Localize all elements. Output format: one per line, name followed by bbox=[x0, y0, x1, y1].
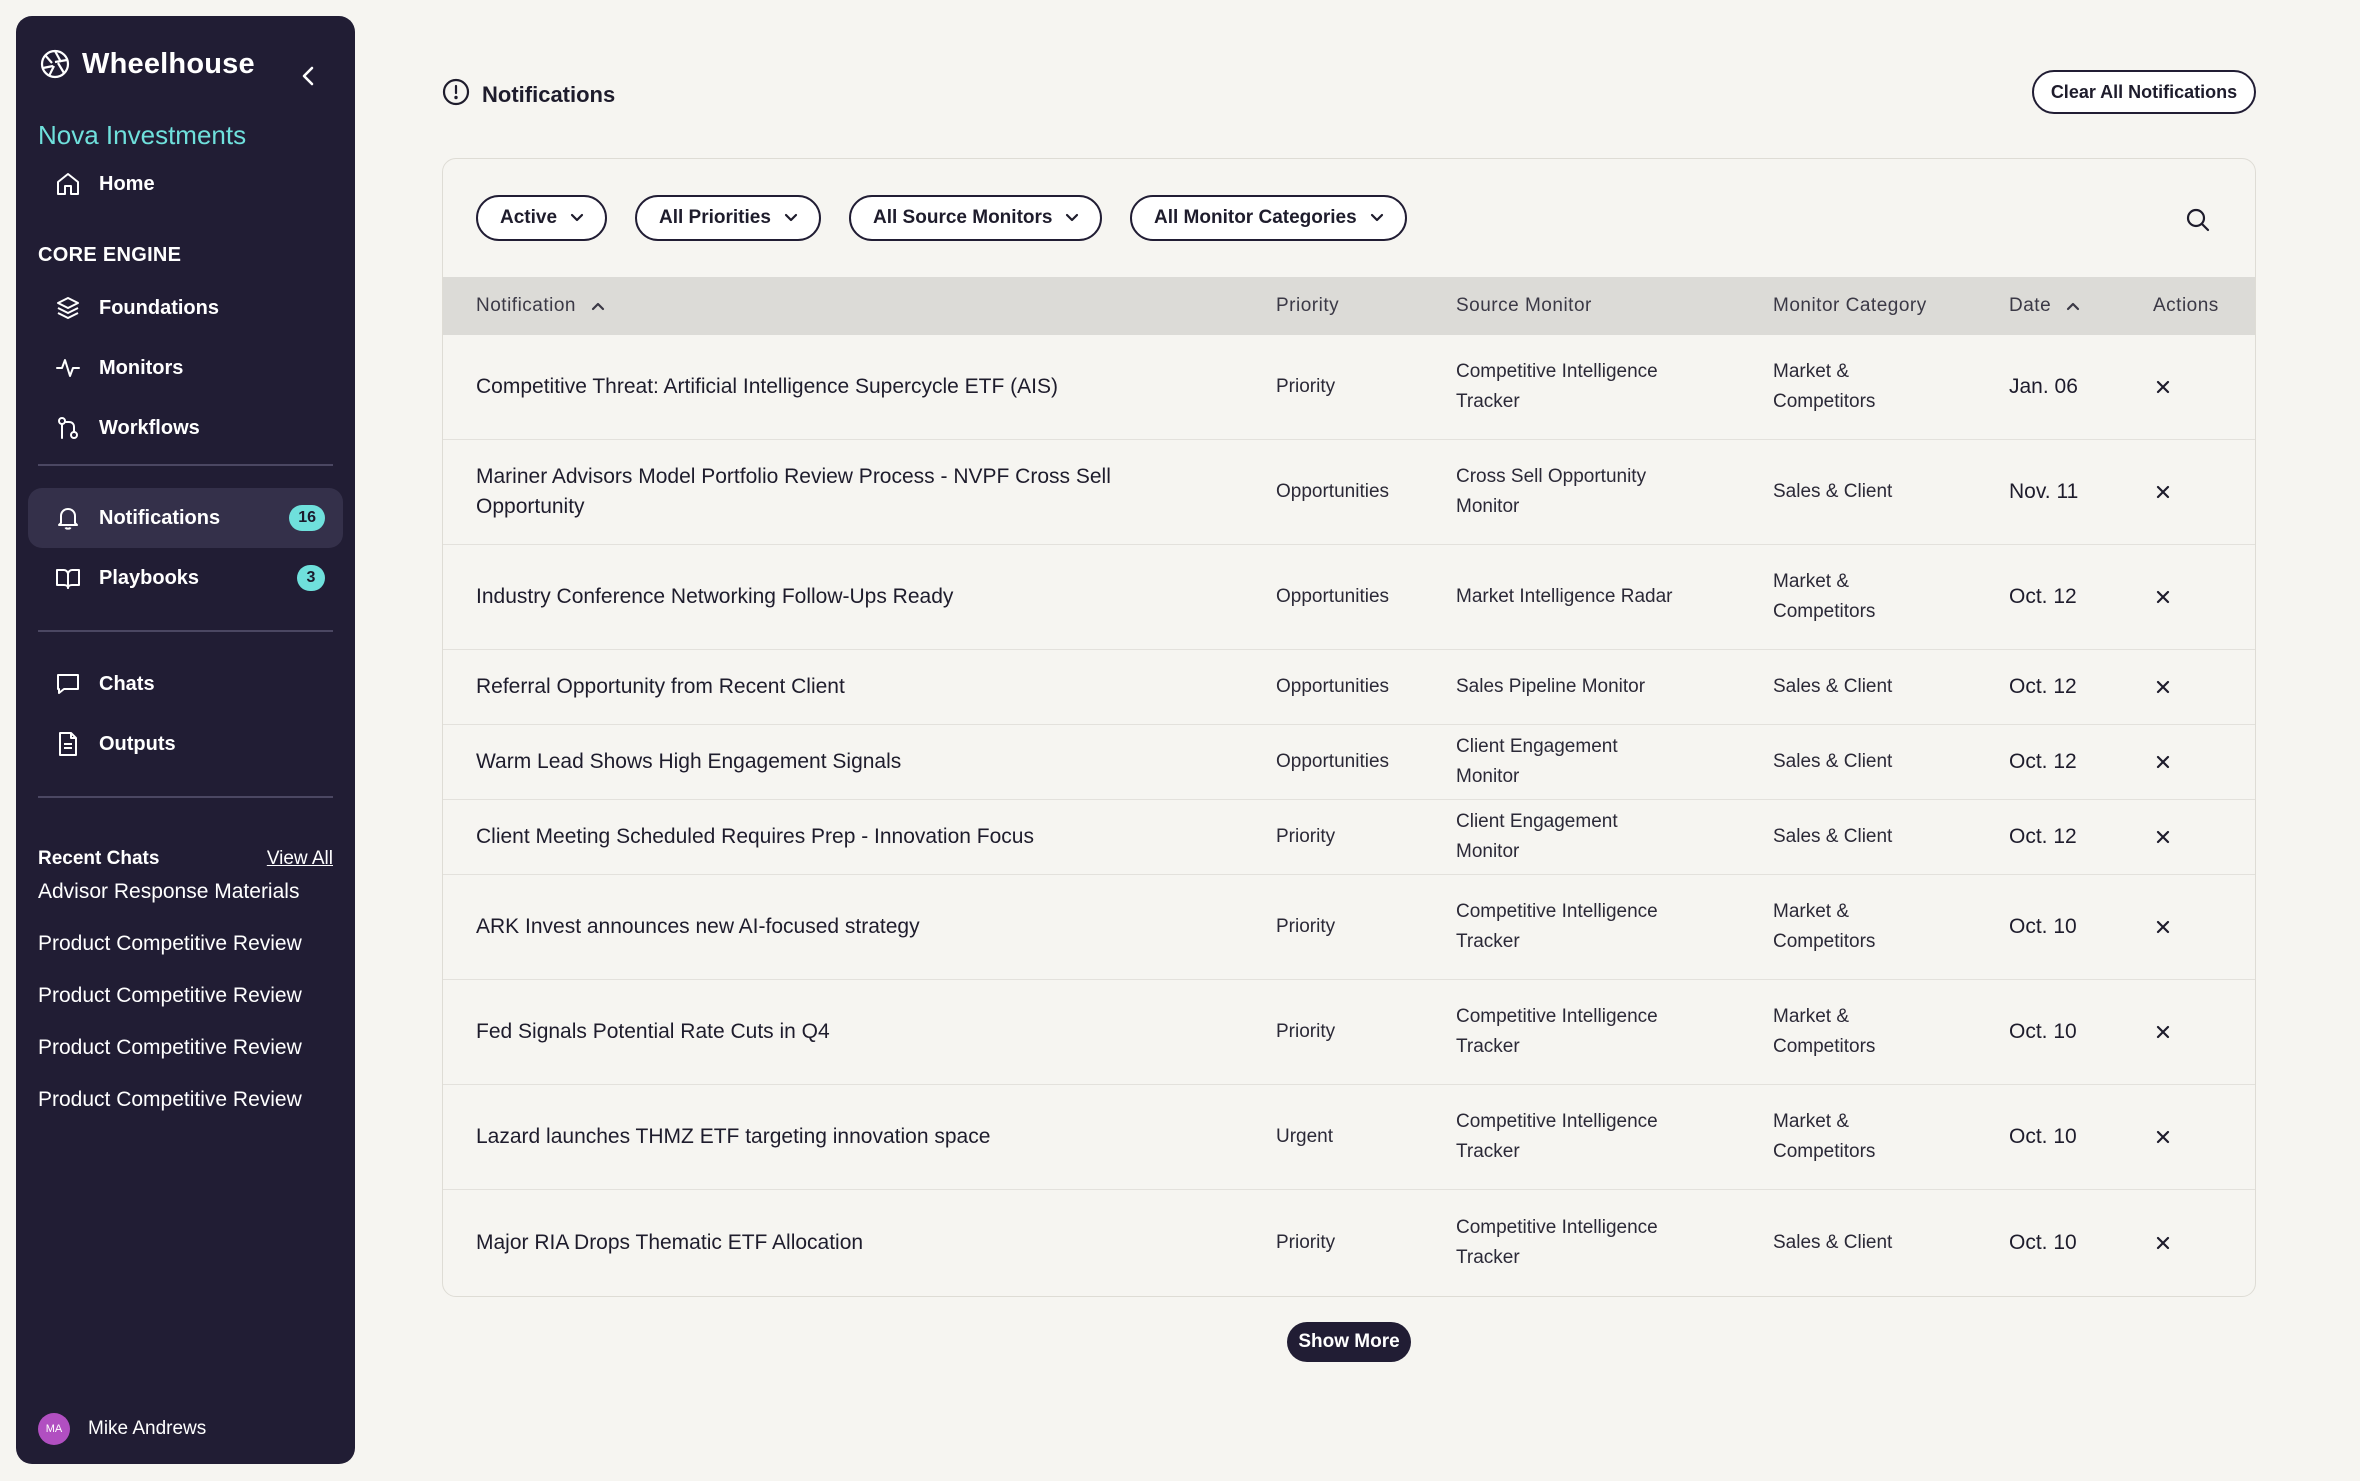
monitor-category-cell: Market & Competitors bbox=[1773, 901, 1876, 952]
sidebar-item-label: Foundations bbox=[99, 296, 219, 319]
column-label: Actions bbox=[2153, 295, 2219, 316]
avatar: MA bbox=[38, 1413, 70, 1445]
column-label: Notification bbox=[476, 295, 576, 316]
sidebar-item-home[interactable] bbox=[28, 154, 343, 214]
workflow-icon bbox=[54, 414, 82, 442]
dismiss-button[interactable] bbox=[2150, 1190, 2176, 1295]
dismiss-button[interactable] bbox=[2150, 650, 2176, 724]
close-icon bbox=[2155, 1235, 2171, 1251]
table-header bbox=[443, 277, 2255, 335]
column-header-source-monitor bbox=[1456, 277, 1592, 335]
notification-title[interactable]: ARK Invest announces new AI-focused strategy bbox=[476, 915, 920, 938]
monitor-category-cell: Sales & Client bbox=[1773, 481, 1893, 502]
sidebar-divider bbox=[38, 464, 333, 466]
monitor-category-cell: Sales & Client bbox=[1773, 751, 1893, 772]
brand-name: Wheelhouse bbox=[82, 47, 255, 80]
dismiss-button[interactable] bbox=[2150, 800, 2176, 874]
section-label-core-engine: CORE ENGINE bbox=[38, 244, 182, 266]
show-more-button[interactable]: Show More bbox=[1287, 1322, 1411, 1362]
book-open-icon bbox=[54, 564, 82, 592]
monitor-category-cell: Market & Competitors bbox=[1773, 1111, 1876, 1162]
dismiss-button[interactable] bbox=[2150, 335, 2176, 439]
activity-icon bbox=[54, 354, 82, 382]
filter-label: All Monitor Categories bbox=[1154, 207, 1357, 228]
home-icon bbox=[54, 170, 82, 198]
org-name: Nova Investments bbox=[38, 120, 247, 150]
search-button[interactable] bbox=[2183, 205, 2213, 235]
sidebar-item-playbooks[interactable] bbox=[28, 548, 343, 608]
document-icon bbox=[54, 730, 82, 758]
sidebar-divider bbox=[38, 630, 333, 632]
collapse-sidebar-button[interactable] bbox=[292, 60, 324, 92]
search-icon bbox=[2185, 207, 2211, 233]
close-icon bbox=[2155, 679, 2171, 695]
chevron-down-icon bbox=[1369, 212, 1385, 224]
column-label: Source Monitor bbox=[1456, 295, 1592, 316]
sidebar-item-label: Playbooks bbox=[99, 566, 200, 589]
source-monitor-filter-dropdown[interactable] bbox=[849, 195, 1102, 241]
sidebar-item-foundations[interactable] bbox=[28, 278, 343, 338]
date-cell: Oct. 10 bbox=[2009, 1125, 2077, 1148]
table-row[interactable] bbox=[443, 545, 2255, 650]
close-icon bbox=[2155, 379, 2171, 395]
notification-title[interactable]: Industry Conference Networking Follow-Ups Ready bbox=[476, 585, 954, 608]
table-row[interactable] bbox=[443, 440, 2255, 545]
table-row[interactable] bbox=[443, 650, 2255, 725]
column-header-monitor-category bbox=[1773, 277, 1927, 335]
view-all-link[interactable]: View All bbox=[266, 848, 333, 869]
priority-cell: Urgent bbox=[1276, 1126, 1334, 1147]
date-cell: Oct. 10 bbox=[2009, 915, 2077, 938]
user-name: Mike Andrews bbox=[88, 1418, 207, 1439]
close-icon bbox=[2155, 1129, 2171, 1145]
date-cell: Nov. 11 bbox=[2009, 480, 2079, 503]
recent-chat-item[interactable]: Advisor Response Materials bbox=[38, 880, 300, 903]
priority-cell: Priority bbox=[1276, 1231, 1336, 1253]
sidebar-divider bbox=[38, 796, 333, 798]
table-row[interactable] bbox=[443, 1190, 2255, 1295]
column-header-notification[interactable] bbox=[476, 277, 606, 335]
sidebar-item-monitors[interactable] bbox=[28, 338, 343, 398]
notification-title[interactable]: Referral Opportunity from Recent Client bbox=[476, 675, 845, 698]
notification-title[interactable]: Fed Signals Potential Rate Cuts in Q4 bbox=[476, 1020, 830, 1043]
filter-label: All Source Monitors bbox=[873, 207, 1053, 228]
bell-icon bbox=[54, 504, 82, 532]
priority-cell: Priority bbox=[1276, 826, 1336, 847]
close-icon bbox=[2155, 589, 2171, 605]
monitor-category-cell: Sales & Client bbox=[1773, 1231, 1893, 1253]
dismiss-button[interactable] bbox=[2150, 725, 2176, 799]
date-cell: Oct. 12 bbox=[2009, 675, 2077, 698]
chevron-down-icon bbox=[569, 212, 585, 224]
filter-label: Active bbox=[500, 207, 558, 228]
column-header-actions bbox=[2153, 277, 2219, 335]
chevron-left-icon bbox=[299, 65, 317, 87]
source-monitor-cell: Competitive Intelligence Tracker bbox=[1456, 901, 1658, 952]
dismiss-button[interactable] bbox=[2150, 545, 2176, 649]
monitor-category-cell: Market & Competitors bbox=[1773, 361, 1876, 412]
chevron-down-icon bbox=[783, 212, 799, 224]
notification-title[interactable]: Client Meeting Scheduled Requires Prep - Innovation Focus bbox=[476, 825, 1034, 848]
chat-bubble-icon bbox=[54, 670, 82, 698]
monitor-category-cell: Market & Competitors bbox=[1773, 571, 1876, 622]
table-row[interactable] bbox=[443, 1085, 2255, 1190]
recent-chat-item[interactable]: Product Competitive Review bbox=[38, 984, 302, 1007]
user-profile[interactable] bbox=[38, 1413, 206, 1445]
date-cell: Jan. 06 bbox=[2009, 375, 2078, 398]
priority-cell: Opportunities bbox=[1276, 751, 1390, 772]
layers-icon bbox=[54, 294, 82, 322]
dismiss-button[interactable] bbox=[2150, 440, 2176, 544]
notifications-table-card bbox=[442, 158, 2256, 1297]
recent-chat-item[interactable]: Product Competitive Review bbox=[38, 1088, 302, 1111]
close-icon bbox=[2155, 484, 2171, 500]
table-row[interactable] bbox=[443, 980, 2255, 1085]
sidebar-item-label: Monitors bbox=[99, 356, 184, 379]
chevron-down-icon bbox=[1064, 212, 1080, 224]
sidebar-item-label: Home bbox=[99, 172, 155, 195]
source-monitor-cell: Market Intelligence Radar bbox=[1456, 586, 1673, 607]
source-monitor-cell: Client Engagement Monitor bbox=[1456, 811, 1618, 862]
sidebar-item-label: Notifications bbox=[99, 506, 221, 529]
sidebar bbox=[16, 16, 355, 1464]
priority-cell: Opportunities bbox=[1276, 586, 1390, 607]
monitor-category-filter-dropdown[interactable] bbox=[1130, 195, 1407, 241]
source-monitor-cell: Competitive Intelligence Tracker bbox=[1456, 1111, 1658, 1162]
close-icon bbox=[2155, 829, 2171, 845]
table-row[interactable] bbox=[443, 800, 2255, 875]
source-monitor-cell: Sales Pipeline Monitor bbox=[1456, 676, 1646, 697]
notification-title[interactable]: Mariner Advisors Model Portfolio Review Process - NVPF Cross Sell Opportunity bbox=[476, 465, 1111, 518]
sort-ascending-icon bbox=[590, 300, 606, 312]
priority-filter-dropdown[interactable] bbox=[635, 195, 821, 241]
table-row[interactable] bbox=[443, 725, 2255, 800]
column-header-date[interactable] bbox=[2009, 277, 2081, 335]
source-monitor-cell: Client Engagement Monitor bbox=[1456, 736, 1618, 787]
date-cell: Oct. 10 bbox=[2009, 1230, 2077, 1254]
status-filter-dropdown[interactable] bbox=[476, 195, 607, 241]
sidebar-item-label: Outputs bbox=[99, 732, 176, 755]
sidebar-item-label: Chats bbox=[99, 672, 155, 695]
recent-chat-item[interactable]: Product Competitive Review bbox=[38, 1036, 302, 1059]
date-cell: Oct. 12 bbox=[2009, 750, 2077, 773]
column-header-priority bbox=[1276, 277, 1339, 335]
recent-chats-title: Recent Chats bbox=[38, 848, 160, 869]
notification-title[interactable]: Lazard launches THMZ ETF targeting innovation space bbox=[476, 1125, 991, 1148]
monitor-category-cell: Market & Competitors bbox=[1773, 1006, 1876, 1057]
sidebar-item-notifications[interactable] bbox=[28, 488, 343, 548]
aperture-logo-icon bbox=[38, 47, 72, 81]
source-monitor-cell: Competitive Intelligence Tracker bbox=[1456, 1216, 1658, 1268]
date-cell: Oct. 10 bbox=[2009, 1020, 2077, 1043]
playbooks-count-badge: 3 bbox=[297, 565, 325, 591]
filter-label: All Priorities bbox=[659, 207, 771, 228]
monitor-category-cell: Sales & Client bbox=[1773, 676, 1893, 697]
clear-all-notifications-button[interactable]: Clear All Notifications bbox=[2032, 70, 2256, 114]
dismiss-button[interactable] bbox=[2150, 1085, 2176, 1189]
sidebar-item-chats[interactable] bbox=[28, 654, 343, 714]
monitor-category-cell: Sales & Client bbox=[1773, 826, 1893, 847]
column-label: Priority bbox=[1276, 295, 1340, 316]
source-monitor-cell: Competitive Intelligence Tracker bbox=[1456, 1006, 1658, 1057]
close-icon bbox=[2155, 754, 2171, 770]
brand[interactable] bbox=[38, 46, 255, 82]
notification-title[interactable]: Competitive Threat: Artificial Intelligence Supercycle ETF (AIS) bbox=[476, 375, 1059, 398]
dismiss-button[interactable] bbox=[2150, 875, 2176, 979]
dismiss-button[interactable] bbox=[2150, 980, 2176, 1084]
priority-cell: Opportunities bbox=[1276, 676, 1390, 697]
page-header bbox=[442, 78, 615, 111]
priority-cell: Priority bbox=[1276, 1021, 1336, 1042]
sidebar-item-workflows[interactable] bbox=[28, 398, 343, 458]
close-icon bbox=[2155, 1024, 2171, 1040]
priority-cell: Opportunities bbox=[1276, 481, 1390, 502]
table-row[interactable] bbox=[443, 875, 2255, 980]
priority-cell: Priority bbox=[1276, 376, 1336, 397]
notification-title[interactable]: Major RIA Drops Thematic ETF Allocation bbox=[476, 1230, 864, 1254]
source-monitor-cell: Competitive Intelligence Tracker bbox=[1456, 361, 1658, 412]
notifications-count-badge: 16 bbox=[289, 505, 325, 531]
page-title: Notifications bbox=[482, 81, 616, 107]
sidebar-item-outputs[interactable] bbox=[28, 714, 343, 774]
notification-title[interactable]: Warm Lead Shows High Engagement Signals bbox=[476, 750, 902, 773]
close-icon bbox=[2155, 919, 2171, 935]
date-cell: Oct. 12 bbox=[2009, 585, 2077, 608]
sort-ascending-icon bbox=[2065, 300, 2081, 312]
source-monitor-cell: Cross Sell Opportunity Monitor bbox=[1456, 466, 1647, 517]
priority-cell: Priority bbox=[1276, 916, 1336, 937]
date-cell: Oct. 12 bbox=[2009, 825, 2077, 848]
column-label: Date bbox=[2009, 295, 2052, 316]
recent-chat-item[interactable]: Product Competitive Review bbox=[38, 932, 302, 955]
table-row[interactable] bbox=[443, 335, 2255, 440]
column-label: Monitor Category bbox=[1773, 295, 1927, 316]
sidebar-item-label: Workflows bbox=[99, 416, 200, 439]
alert-circle-icon bbox=[442, 78, 470, 111]
